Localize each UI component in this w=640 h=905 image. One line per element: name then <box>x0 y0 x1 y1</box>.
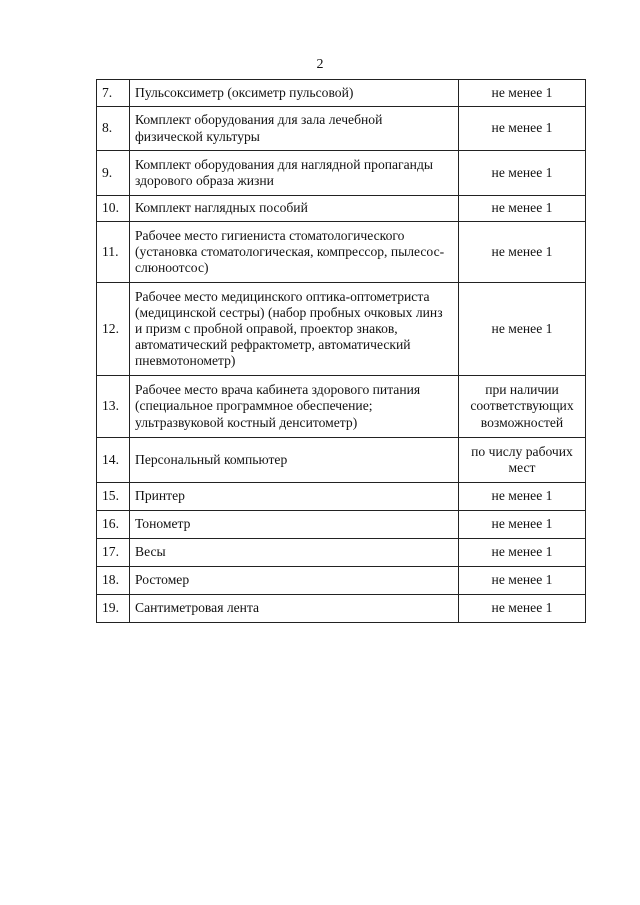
row-quantity: не менее 1 <box>459 511 586 539</box>
table-row <box>97 151 586 196</box>
row-name: Тонометр <box>130 511 459 539</box>
row-number: 8. <box>97 107 130 151</box>
row-number: 7. <box>97 80 130 107</box>
table-row <box>97 483 586 511</box>
row-number: 18. <box>97 567 130 595</box>
row-quantity: при наличии соответствующих возможностей <box>459 376 586 438</box>
row-quantity: не менее 1 <box>459 151 586 196</box>
table-row <box>97 196 586 222</box>
row-name: Комплект оборудования для зала лечебной физической культуры <box>130 107 459 151</box>
row-quantity: не менее 1 <box>459 196 586 222</box>
row-quantity: не менее 1 <box>459 595 586 623</box>
row-name: Комплект наглядных пособий <box>130 196 459 222</box>
row-number: 17. <box>97 539 130 567</box>
row-name: Рабочее место врача кабинета здорового питания (специальное программное обеспечение; ультразвуковой костный денситометр) <box>130 376 459 438</box>
table-row <box>97 107 586 151</box>
table-row <box>97 438 586 483</box>
row-name: Рабочее место гигиениста стоматологического (установка стоматологическая, компрессор, пылесос-слюноотсос) <box>130 222 459 283</box>
row-name: Ростомер <box>130 567 459 595</box>
equipment-table <box>96 79 586 623</box>
row-name: Сантиметровая лента <box>130 595 459 623</box>
row-number: 15. <box>97 483 130 511</box>
row-quantity: не менее 1 <box>459 107 586 151</box>
row-quantity: не менее 1 <box>459 539 586 567</box>
row-name: Рабочее место медицинского оптика-оптометриста (медицинской сестры) (набор пробных очковых линз и призм с пробной оправой, проектор знаков, автоматический рефрактометр, автоматический пневмотонометр) <box>130 283 459 376</box>
table-row <box>97 511 586 539</box>
row-number: 19. <box>97 595 130 623</box>
table-row <box>97 283 586 376</box>
row-number: 9. <box>97 151 130 196</box>
row-name: Принтер <box>130 483 459 511</box>
row-number: 13. <box>97 376 130 438</box>
row-quantity: по числу рабочих мест <box>459 438 586 483</box>
row-number: 11. <box>97 222 130 283</box>
row-quantity: не менее 1 <box>459 222 586 283</box>
row-name: Пульсоксиметр (оксиметр пульсовой) <box>130 80 459 107</box>
table-row <box>97 376 586 438</box>
table-row <box>97 595 586 623</box>
row-quantity: не менее 1 <box>459 483 586 511</box>
table-row <box>97 539 586 567</box>
row-quantity: не менее 1 <box>459 80 586 107</box>
table-row <box>97 80 586 107</box>
row-number: 14. <box>97 438 130 483</box>
row-name: Комплект оборудования для наглядной пропаганды здорового образа жизни <box>130 151 459 196</box>
row-number: 12. <box>97 283 130 376</box>
row-number: 10. <box>97 196 130 222</box>
row-number: 16. <box>97 511 130 539</box>
row-quantity: не менее 1 <box>459 283 586 376</box>
row-quantity: не менее 1 <box>459 567 586 595</box>
page-number: 2 <box>316 57 324 72</box>
table-row <box>97 567 586 595</box>
row-name: Весы <box>130 539 459 567</box>
table-row <box>97 222 586 283</box>
row-name: Персональный компьютер <box>130 438 459 483</box>
